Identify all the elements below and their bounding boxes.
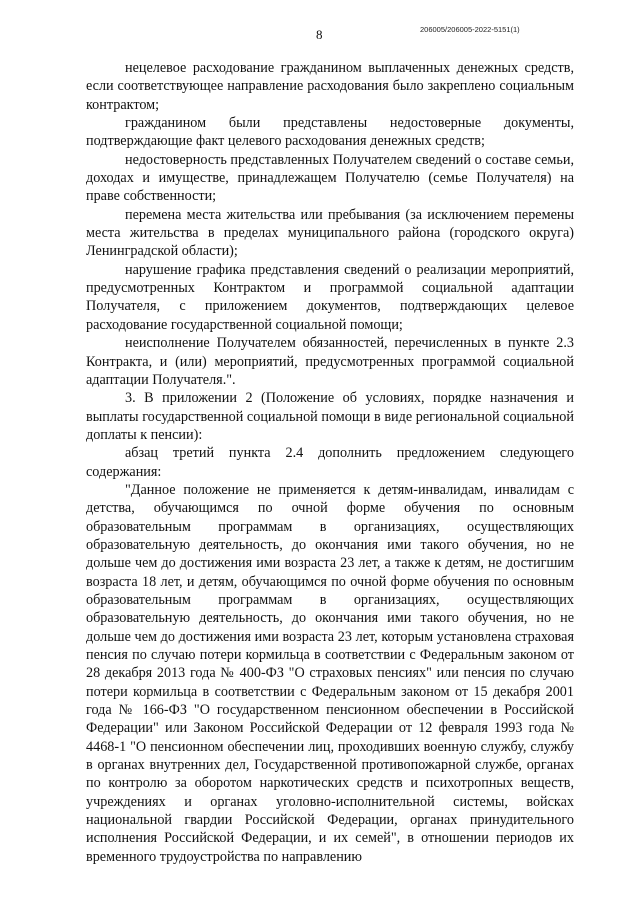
paragraph-appendix-2: 3. В приложении 2 (Положение об условиях, порядке назначения и выплаты государственной социальной помощи в виде региональной социальной доплаты к пенсии): — [86, 390, 574, 443]
paragraph-change-of-residence: перемена места жительства или пребывания (за исключением перемены места жительства в пределах муниципального района (городского округа) Ленинградской области); — [86, 206, 574, 260]
paragraph-quoted-amendment: "Данное положение не применяется к детям-инвалидам, инвалидам с детства, обучающимся по очной форме обучения по основным образовательным программам в организациях, осуществляющих образовательную деятельность, до окончания ими такого обучения, но не дольше чем до достижения ими возраста 23 лет, а также к детям, не достигшим возраста 18 лет, и детям, обучающимся по очной форме обучения по основным образовательным программам в организациях, осуществляющих образовательную деятельность, до окончания ими такого обучения, но не дольше чем до достижения ими возраста 23 лет, которым установлена страховая пенсия по случаю потери кормильца в соответствии с Федеральным законом от 28 декабря 2013 года № 400-ФЗ "О страховых пенсиях" или пенсия по случаю потери кормильца в соответствии с Федеральным законом от 15 декабря 2001 года № 166-ФЗ "О государственном пенсионном обеспечении в Российской Федерации" или Законом Российской Федерации от 12 февраля 1993 года № 4468-1 "О пенсионном обеспечении лиц, проходивших военную службу, службу в органах внутренних дел, Государственной противопожарной службе, органах по контролю за оборотом наркотических средств и психотропных веществ, учреждениях и органах уголовно-исполнительной системы, войсках национальной гвардии Российской Федерации, органах принудительного исполнения Российской Федерации, и их семей", в отношении периодов их временного трудоустройства по направлению — [86, 481, 574, 865]
paragraph-misuse-of-funds: нецелевое расходование гражданином выплаченных денежных средств, если соответствующее направление расходования было закреплено социальным контрактом; — [86, 60, 574, 113]
paragraph-false-documents: гражданином были представлены недостоверные документы, подтверждающие факт целевого расходования денежных средств; — [86, 115, 574, 150]
page-number: 8 — [316, 27, 323, 42]
paragraph-clause-2-4: абзац третий пункта 2.4 дополнить предложением следующего содержания: — [86, 445, 574, 480]
paragraph-non-fulfilment: неисполнение Получателем обязанностей, перечисленных в пункте 2.3 Контракта, и (или) мероприятий, предусмотренных программой социальной адаптации Получателя.". — [86, 335, 574, 388]
paragraph-false-family-data: недостоверность представленных Получателем сведений о составе семьи, доходах и имуществе, принадлежащем Получателю (семье Получателя) на праве собственности; — [86, 151, 574, 205]
paragraph-schedule-violation: нарушение графика представления сведений о реализации мероприятий, предусмотренных Контрактом и программой социальной адаптации Получателя, с приложением документов, подтверждающих целевое расходование государственной социальной помощи; — [86, 261, 574, 333]
document-body — [86, 59, 574, 866]
document-id: 206005/206005-2022-5151(1) — [420, 25, 520, 34]
